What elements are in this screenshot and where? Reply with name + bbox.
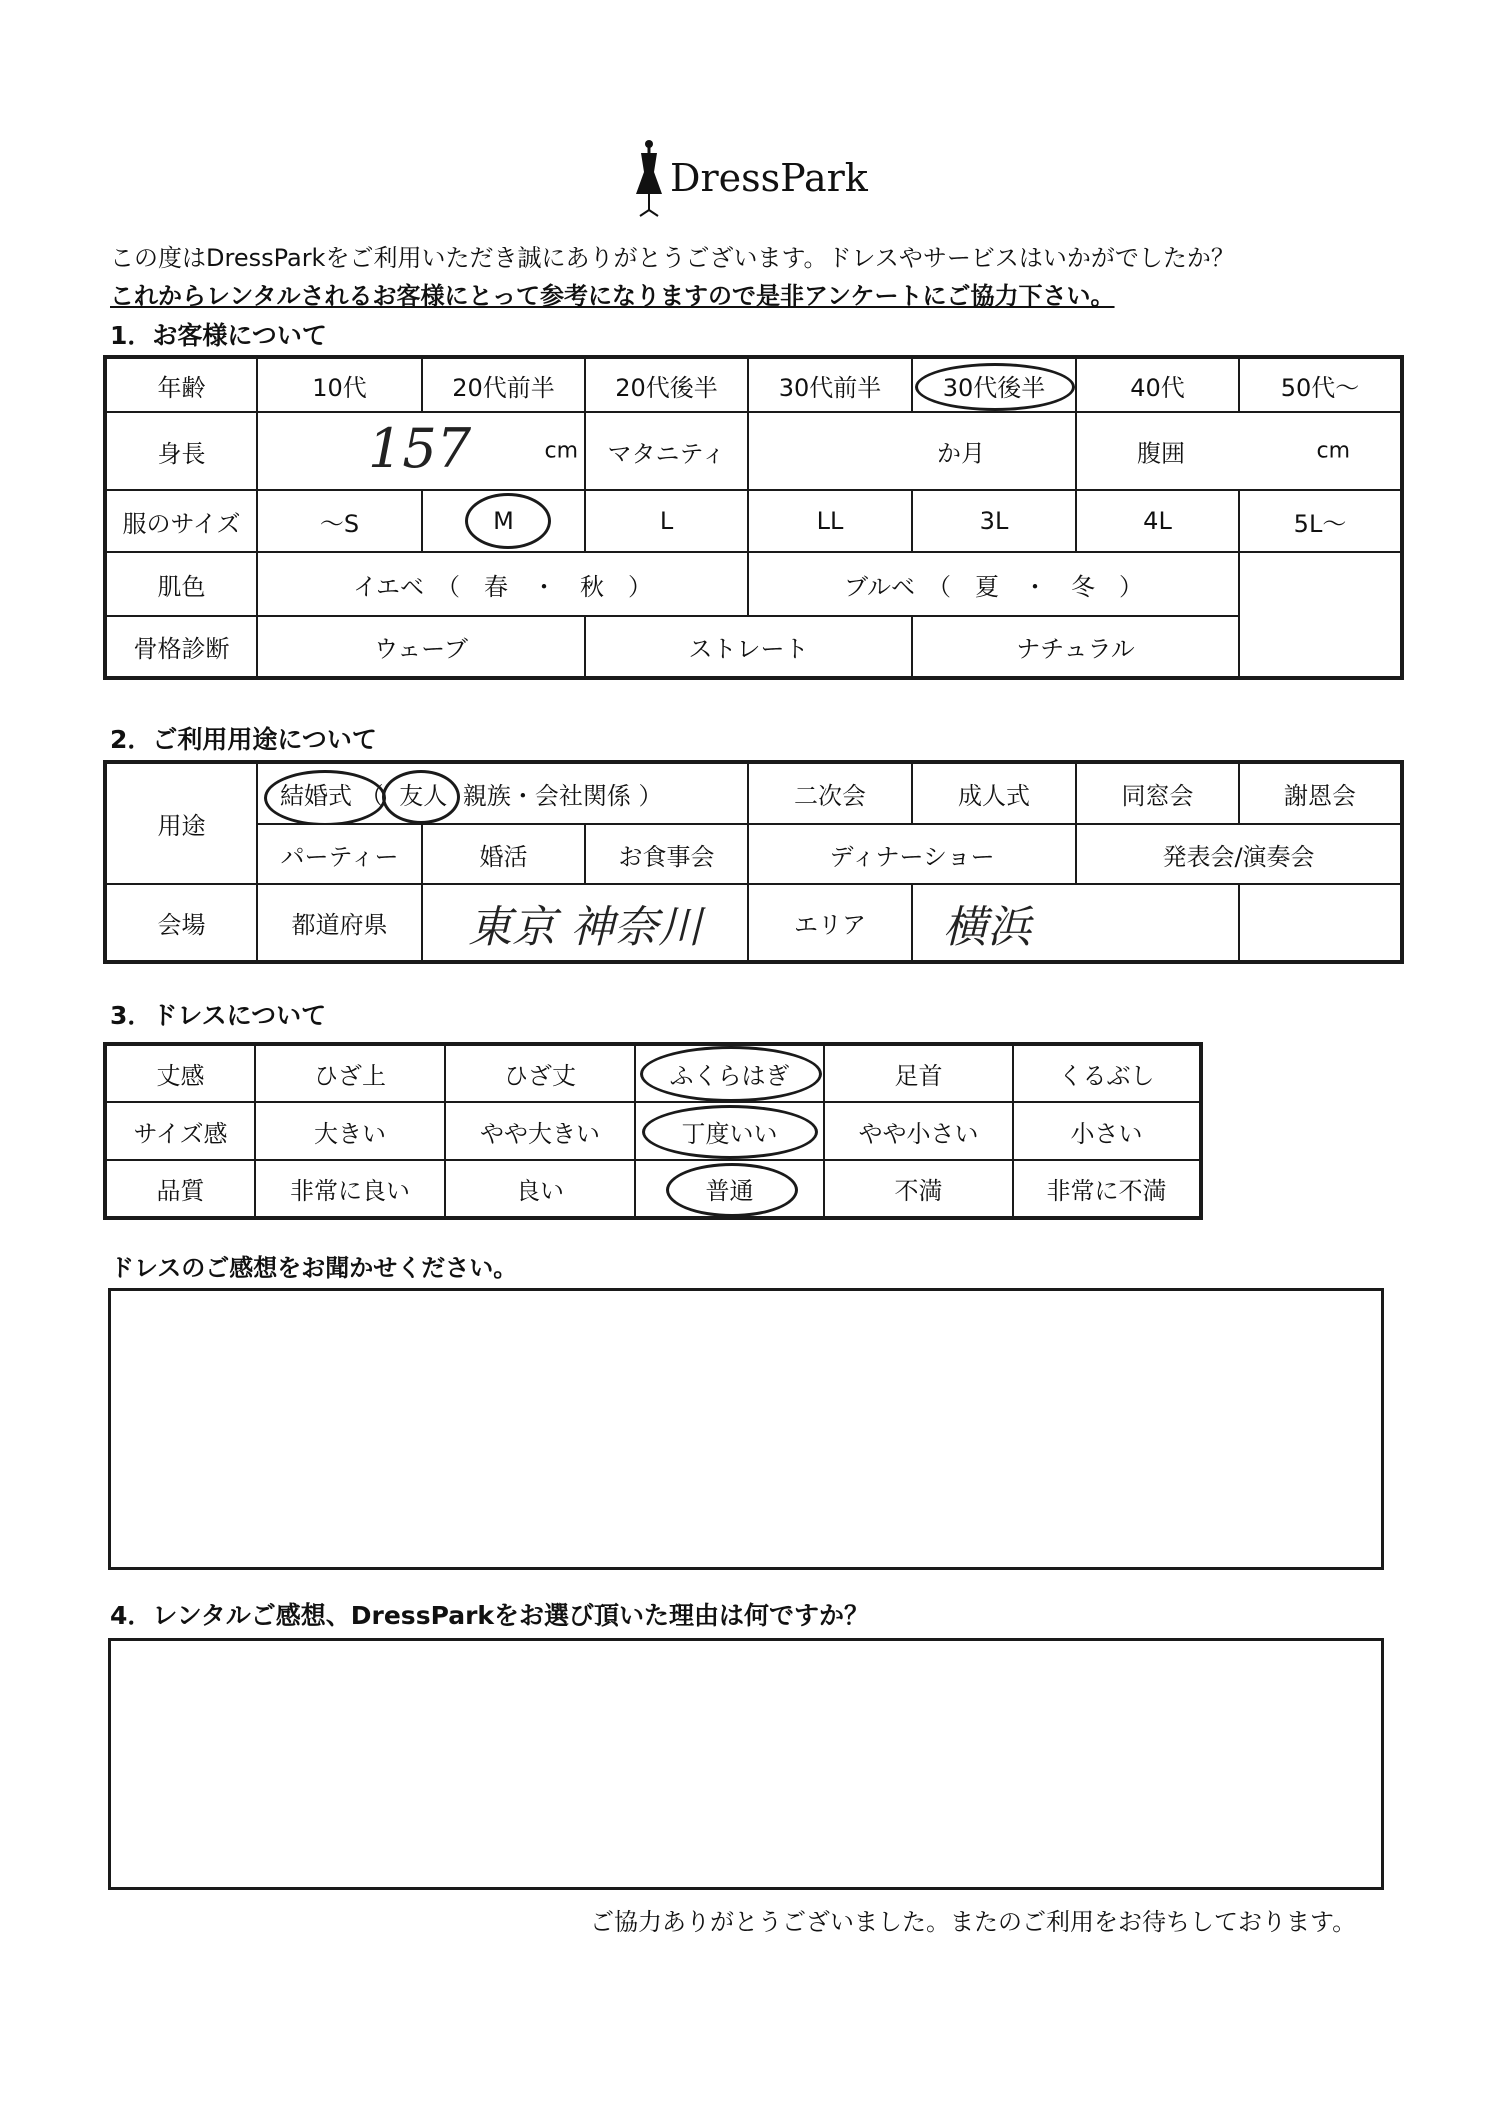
- area-value: 横浜: [912, 884, 1239, 962]
- dress-quality-option: 良い: [445, 1160, 635, 1218]
- venue-label: 会場: [105, 884, 257, 962]
- dress-quality-option-selected: 普通: [635, 1160, 824, 1218]
- prefecture-label: 都道府県: [257, 884, 422, 962]
- dress-length-option: くるぶし: [1013, 1044, 1201, 1102]
- intro-line-2: これからレンタルされるお客様にとって参考になりますので是非アンケートにご協力下さい。: [110, 282, 1115, 310]
- frame-option: ストレート: [585, 616, 912, 678]
- dress-comment-prompt: ドレスのご感想をお聞かせください。: [110, 1254, 518, 1282]
- dress-size-option: 大きい: [255, 1102, 445, 1160]
- size-option-selected: M: [422, 490, 585, 552]
- size-option: LL: [748, 490, 912, 552]
- brand-name: DressPark: [670, 156, 868, 200]
- dress-size-option: やや小さい: [824, 1102, 1013, 1160]
- skin-yellow-option: イエベ （ 春 ・ 秋 ）: [257, 552, 748, 616]
- height-unit: cm: [544, 438, 578, 464]
- dress-quality-label: 品質: [105, 1160, 255, 1218]
- purpose-option: お食事会: [585, 824, 748, 884]
- height-value: 157: [368, 417, 472, 480]
- purpose-table: [103, 760, 1404, 964]
- empty-cell: [1239, 616, 1402, 678]
- dress-size-row: [105, 1102, 1201, 1160]
- friend-text: 友人: [392, 782, 455, 810]
- prefecture-value: 東京 神奈川: [422, 884, 748, 962]
- age-option: 10代: [257, 357, 422, 412]
- dress-size-label: サイズ感: [105, 1102, 255, 1160]
- frame-row: [105, 616, 1402, 678]
- purpose-row-2: [105, 824, 1402, 884]
- dress-quality-option: 非常に不満: [1013, 1160, 1201, 1218]
- purpose-option: 謝恩会: [1239, 762, 1402, 824]
- size-option: ～S: [257, 490, 422, 552]
- dress-size-option: 小さい: [1013, 1102, 1201, 1160]
- dress-length-label: 丈感: [105, 1044, 255, 1102]
- size-row: [105, 490, 1402, 552]
- age-option-selected: 30代後半: [912, 357, 1076, 412]
- dress-length-option-selected: ふくらはぎ: [635, 1044, 824, 1102]
- skin-blue-option: ブルベ （ 夏 ・ 冬 ）: [748, 552, 1239, 616]
- dress-table: [103, 1042, 1203, 1220]
- dress-length-option: 足首: [824, 1044, 1013, 1102]
- empty-cell: [1239, 884, 1402, 962]
- maternity-field: [748, 412, 1076, 490]
- wedding-paren: （: [359, 782, 384, 810]
- purpose-row-1: [105, 762, 1402, 824]
- months-unit: か月: [937, 439, 985, 468]
- dress-length-option: ひざ丈: [445, 1044, 635, 1102]
- purpose-option: パーティー: [257, 824, 422, 884]
- wedding-text: 結婚式: [280, 782, 360, 810]
- age-option: 20代後半: [585, 357, 748, 412]
- wedding-option: [257, 762, 748, 824]
- dress-quality-option: 不満: [824, 1160, 1013, 1218]
- age-label: 年齢: [105, 357, 257, 412]
- area-label: エリア: [748, 884, 912, 962]
- frame-label: 骨格診断: [105, 616, 257, 678]
- frame-option: ナチュラル: [912, 616, 1239, 678]
- waist-field: [1076, 412, 1402, 490]
- skin-row: [105, 552, 1402, 616]
- purpose-option: 発表会/演奏会: [1076, 824, 1402, 884]
- waist-label: 腹囲: [1137, 439, 1185, 468]
- height-field: [257, 412, 585, 490]
- size-option: 4L: [1076, 490, 1239, 552]
- venue-row: [105, 884, 1402, 962]
- purpose-label: 用途: [105, 762, 257, 884]
- purpose-option: 同窓会: [1076, 762, 1239, 824]
- dress-length-row: [105, 1044, 1201, 1102]
- age-option: 50代～: [1239, 357, 1402, 412]
- section-2-title: 2．ご利用用途について: [110, 725, 377, 754]
- maternity-label: マタニティ: [585, 412, 748, 490]
- height-label: 身長: [105, 412, 257, 490]
- wedding-relations: 親族・会社関係 ）: [462, 782, 663, 810]
- size-option: 3L: [912, 490, 1076, 552]
- dress-size-option-selected: 丁度いい: [635, 1102, 824, 1160]
- dress-quality-row: [105, 1160, 1201, 1218]
- brand-logo: [632, 138, 872, 220]
- section-4-title: 4．レンタルご感想、DressParkをお選び頂いた理由は何ですか？: [110, 1601, 870, 1630]
- empty-cell: [1239, 552, 1402, 616]
- size-option: L: [585, 490, 748, 552]
- dress-quality-option: 非常に良い: [255, 1160, 445, 1218]
- purpose-option: 婚活: [422, 824, 585, 884]
- skin-label: 肌色: [105, 552, 257, 616]
- size-label: 服のサイズ: [105, 490, 257, 552]
- purpose-option: ディナーショー: [748, 824, 1076, 884]
- customer-table: [103, 355, 1404, 680]
- section-3-title: 3．ドレスについて: [110, 1001, 327, 1030]
- dress-comment-box[interactable]: [108, 1288, 1384, 1570]
- footer-thanks: ご協力ありがとうございました。またのご利用をお待ちしております。: [590, 1908, 1357, 1936]
- age-option: 40代: [1076, 357, 1239, 412]
- purpose-option: 二次会: [748, 762, 912, 824]
- age-row: [105, 357, 1402, 412]
- size-option: 5L～: [1239, 490, 1402, 552]
- waist-unit: cm: [1316, 438, 1350, 464]
- section-1-title: 1．お客様について: [110, 321, 327, 350]
- intro-line-1: この度はDressParkをご利用いただき誠にありがとうございます。ドレスやサービスはいかがでしたか？: [110, 244, 1235, 272]
- rental-comment-box[interactable]: [108, 1638, 1384, 1890]
- height-row: [105, 412, 1402, 490]
- dress-size-option: やや大きい: [445, 1102, 635, 1160]
- age-option: 30代前半: [748, 357, 912, 412]
- frame-option: ウェーブ: [257, 616, 585, 678]
- dress-mannequin-icon: [632, 138, 666, 220]
- dress-length-option: ひざ上: [255, 1044, 445, 1102]
- purpose-option: 成人式: [912, 762, 1076, 824]
- age-option: 20代前半: [422, 357, 585, 412]
